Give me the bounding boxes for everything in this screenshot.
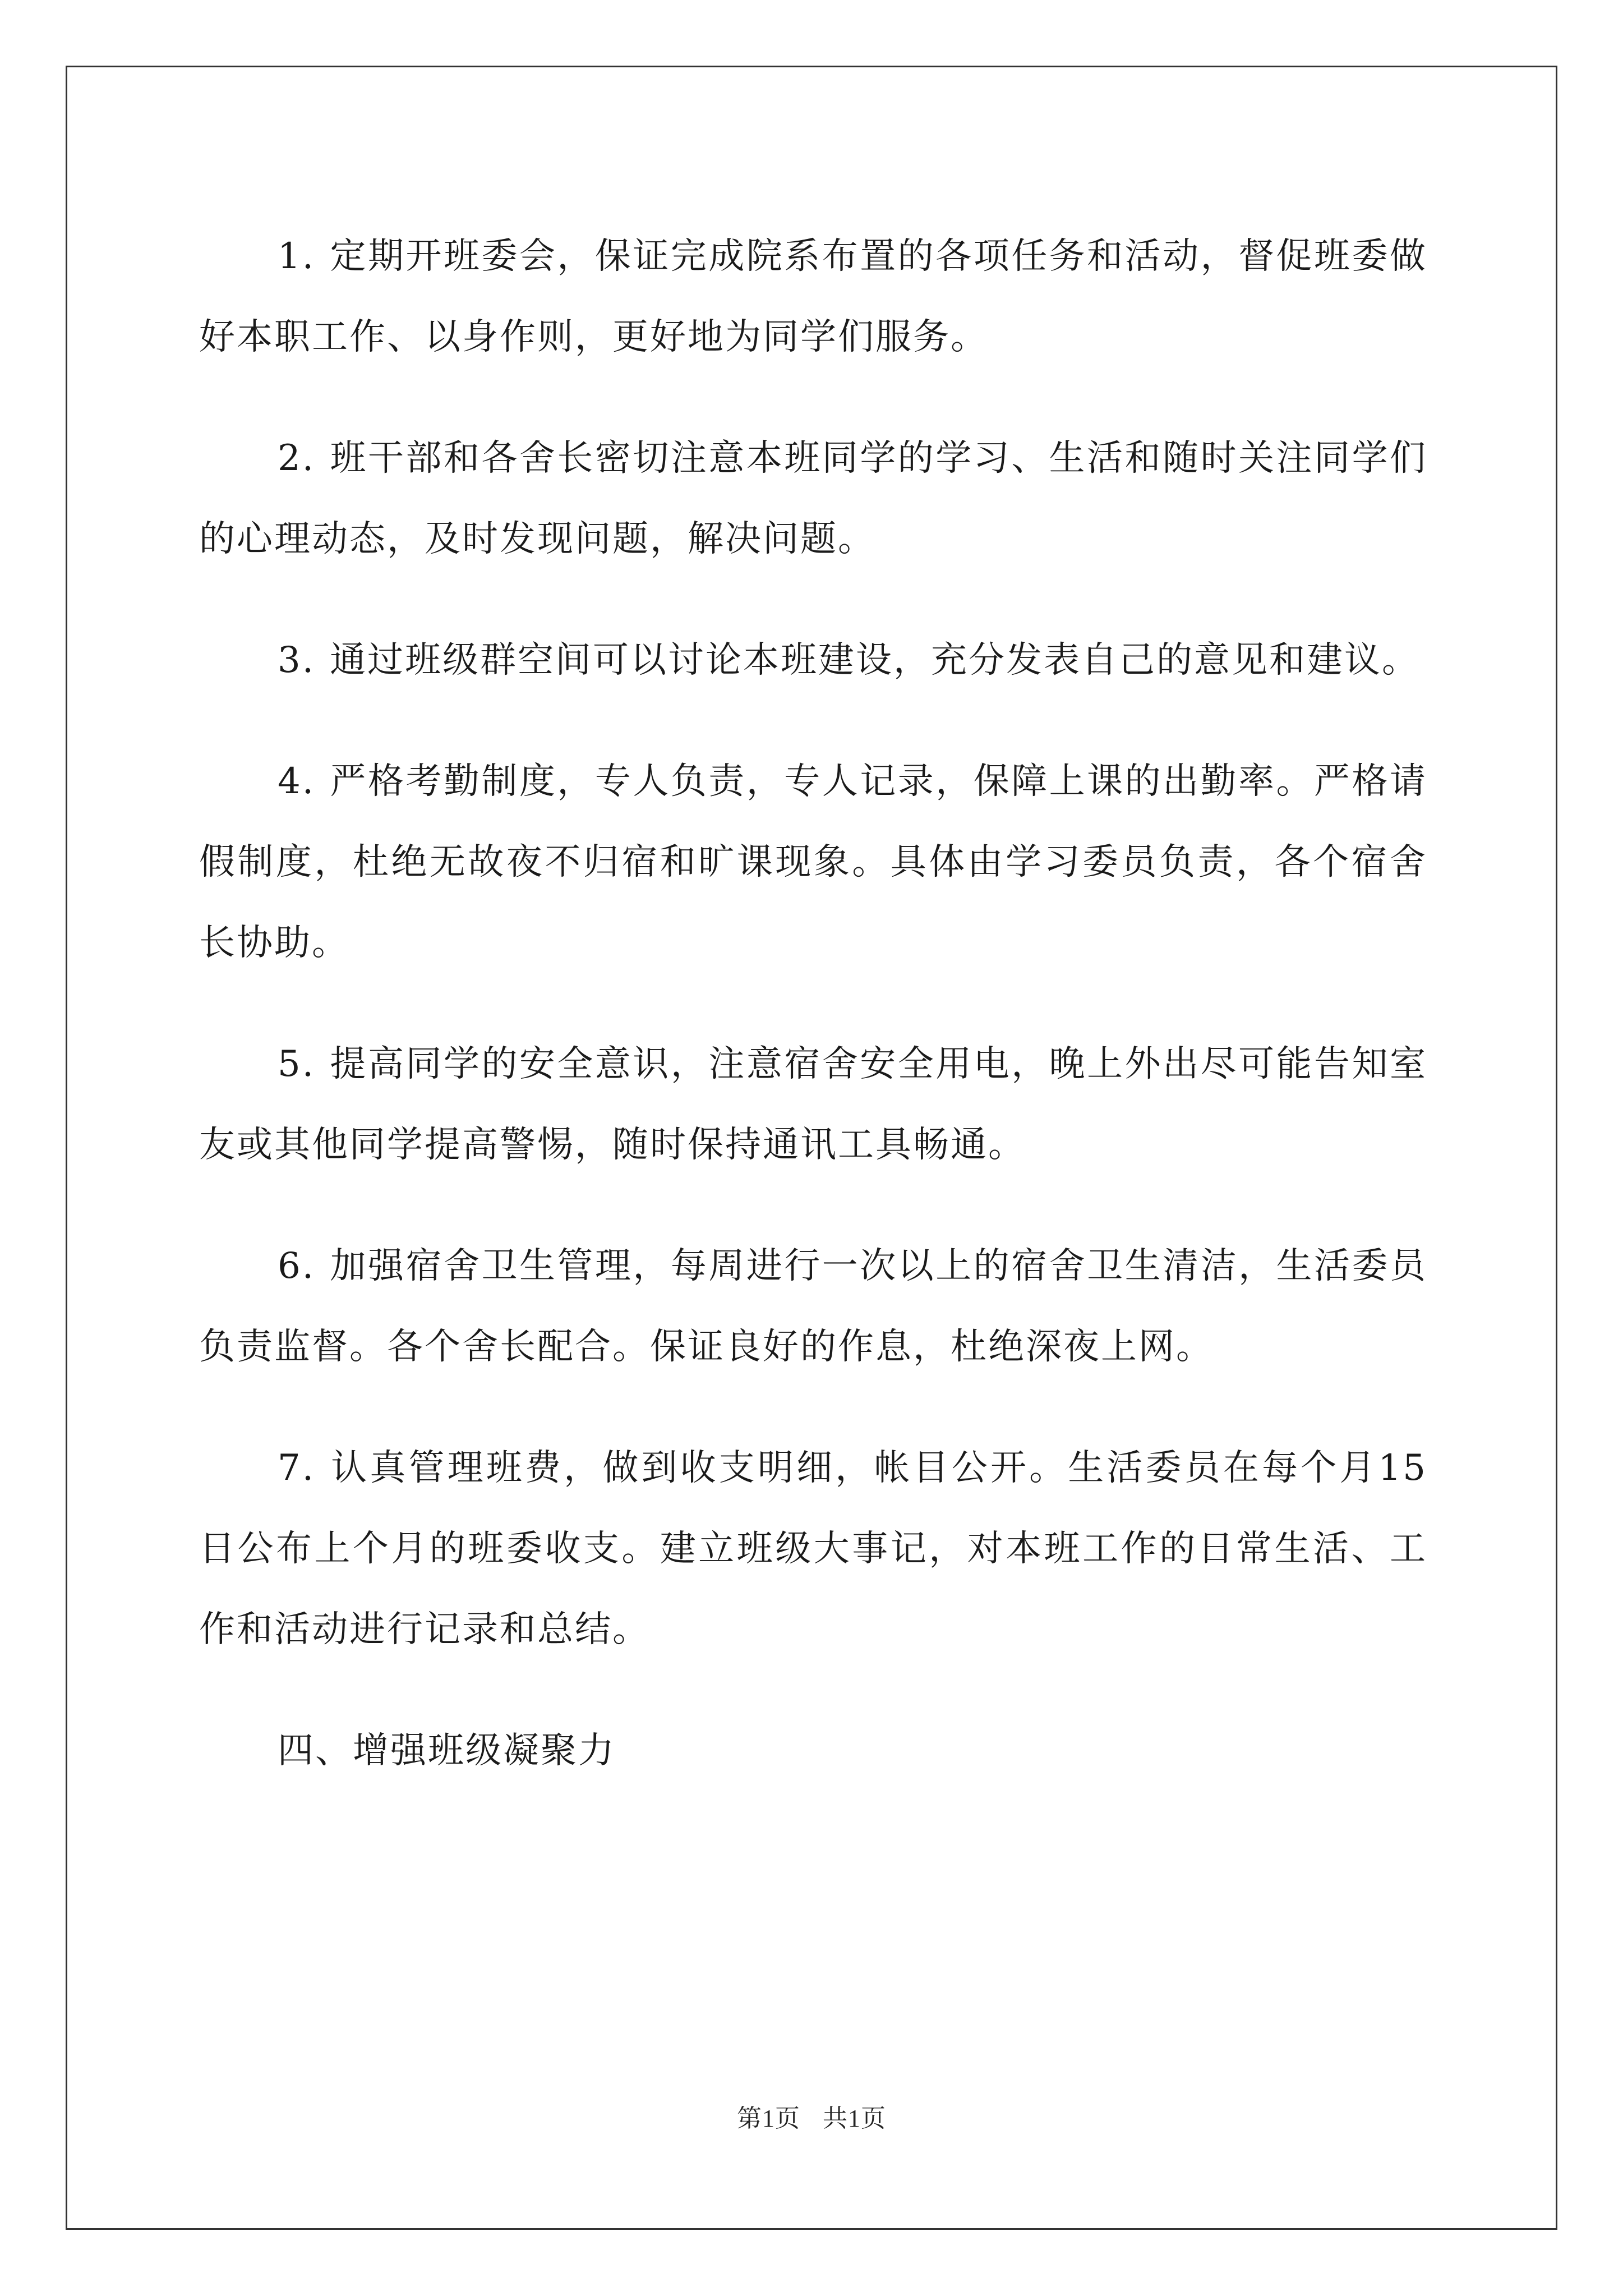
paragraph-item-4 — [199, 741, 1427, 983]
paragraph-text: 加强宿舍卫生管理，每周进行一次以上的宿舍卫生清洁，生活委员负责监督。各个舍长配合。保证良好的作息，杜绝深夜上网。 — [199, 1245, 1427, 1368]
paragraph-text: 严格考勤制度，专人负责，专人记录，保障上课的出勤率。严格请假制度，杜绝无故夜不归宿和旷课现象。具体由学习委员负责，各个宿舍长协助。 — [199, 761, 1427, 964]
page-number-current: 第1页 — [737, 2105, 800, 2132]
paragraph-number: 3. — [278, 639, 316, 681]
paragraph-item-2 — [199, 418, 1427, 579]
paragraph-number: 5. — [278, 1043, 316, 1085]
page-footer — [0, 2098, 1623, 2134]
paragraph-item-3 — [199, 620, 1427, 701]
paragraph-text: 提高同学的安全意识，注意宿舍安全用电，晚上外出尽可能告知室友或其他同学提高警惕，随时保持通讯工具畅通。 — [199, 1043, 1427, 1166]
paragraph-item-7 — [199, 1428, 1427, 1670]
paragraph-text: 认真管理班费，做到收支明细，帐目公开。生活委员在每个月15日公布上个月的班委收支。建立班级大事记，对本班工作的日常生活、工作和活动进行记录和总结。 — [199, 1447, 1427, 1650]
paragraph-number: 2. — [278, 438, 316, 479]
paragraph-item-1 — [199, 216, 1427, 378]
paragraph-number: 7. — [278, 1447, 316, 1489]
paragraph-text: 班干部和各舍长密切注意本班同学的学习、生活和随时关注同学们的心理动态，及时发现问题，解决问题。 — [199, 438, 1427, 560]
paragraph-number: 6. — [278, 1245, 316, 1287]
paragraph-text: 定期开班委会，保证完成院系布置的各项任务和活动，督促班委做好本职工作、以身作则，更好地为同学们服务。 — [199, 236, 1427, 358]
paragraph-item-6 — [199, 1226, 1427, 1387]
paragraph-text: 通过班级群空间可以讨论本班建设，充分发表自己的意见和建议。 — [330, 639, 1420, 681]
section-heading: 四、增强班级凝聚力 — [278, 1730, 616, 1772]
paragraph-number: 4. — [278, 761, 316, 802]
page-number-total: 共1页 — [823, 2105, 886, 2132]
document-body — [199, 216, 1427, 1832]
paragraph-item-5 — [199, 1024, 1427, 1185]
paragraph-number: 1. — [278, 236, 316, 277]
